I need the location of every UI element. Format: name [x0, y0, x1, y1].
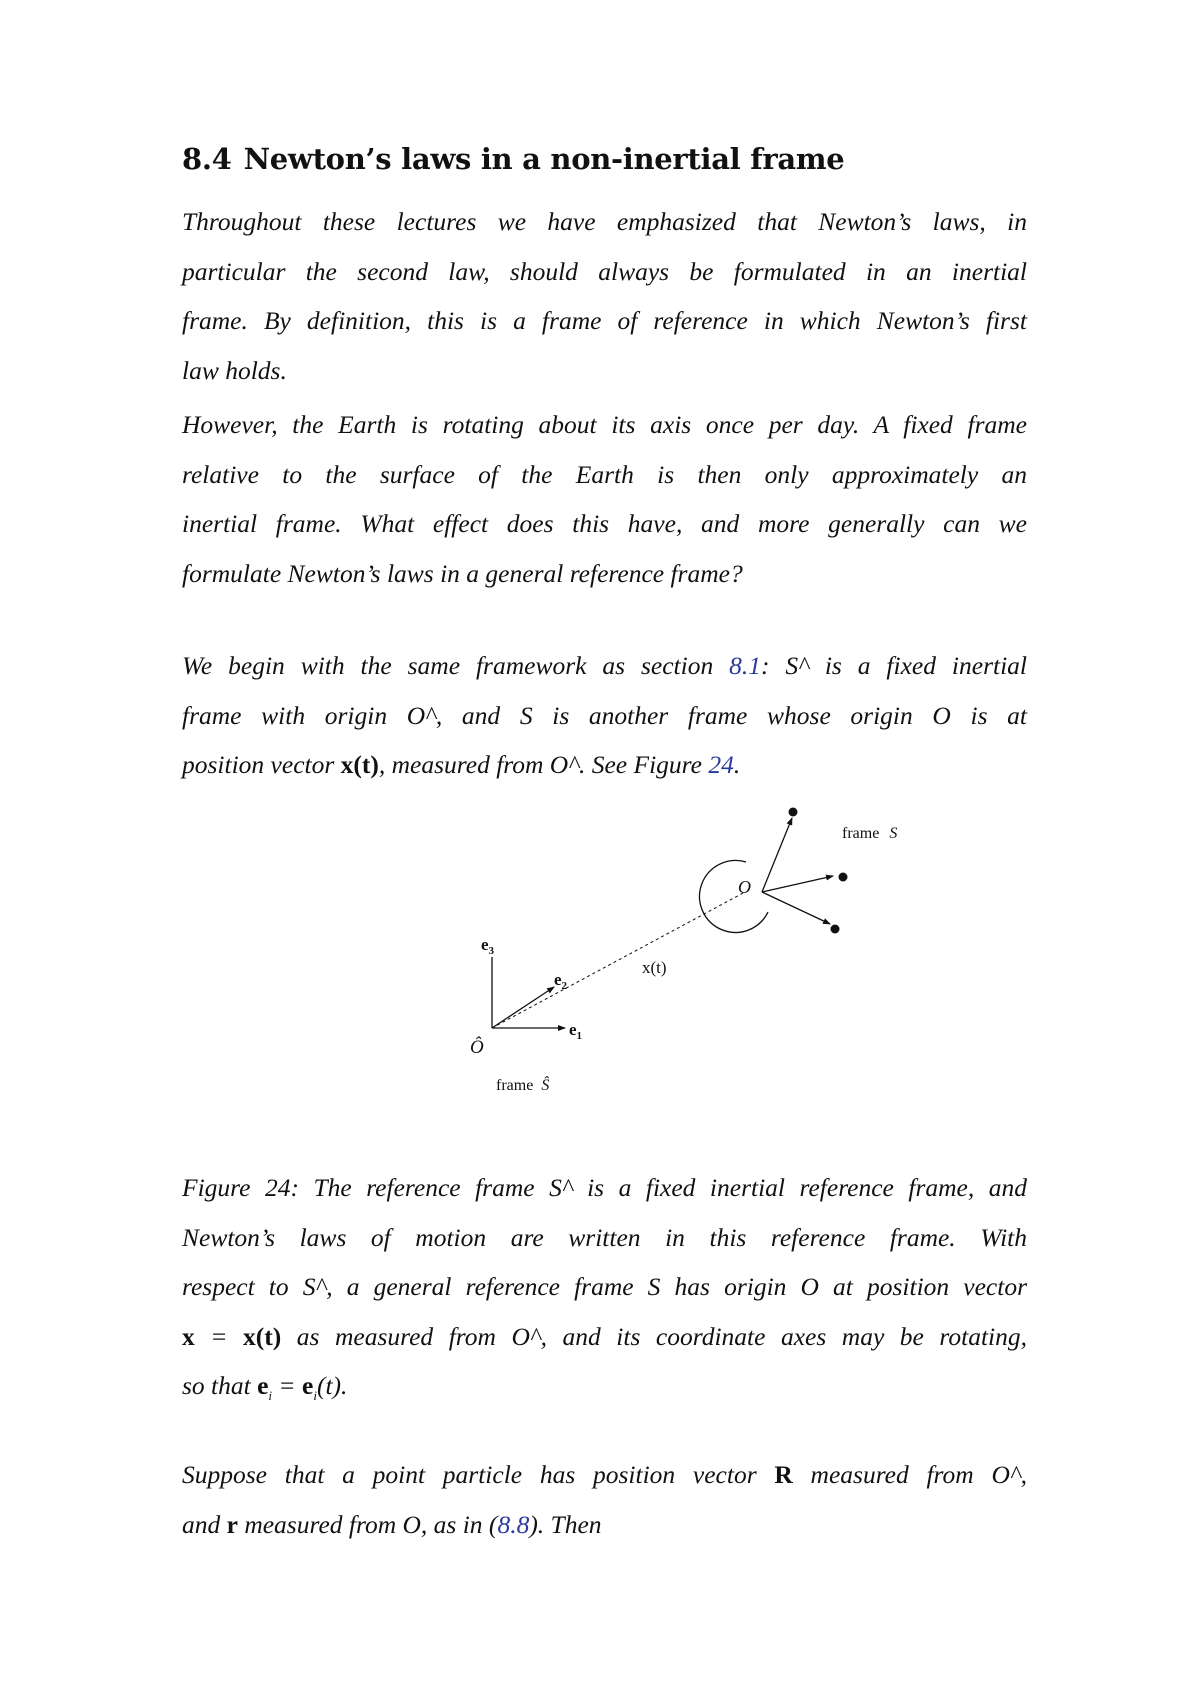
text-run: (t). — [316, 1371, 348, 1400]
text-line: Newton’s laws of motion are written in this reference frame. With — [182, 1222, 1027, 1252]
e1-hat-label: $e_1$ — [569, 1020, 583, 1042]
text-line: Throughout these lectures we have emphasized that Newton’s laws, in — [182, 207, 1027, 236]
frame-label: frame S — [842, 825, 898, 842]
text-run: as measured from O^, and its coordinate axes may be rotating, — [281, 1321, 1027, 1351]
subscript: i — [313, 1388, 317, 1404]
text-line: respect to S^, a general reference frame S has origin O at position vector — [182, 1272, 1027, 1301]
text-run: so that — [182, 1371, 258, 1400]
e2-hat-axis — [492, 987, 554, 1028]
bold-vector: x — [182, 1321, 195, 1351]
position-vector-dashed — [492, 892, 745, 1028]
text-run: measured from O, as in ( — [237, 1509, 498, 1539]
text-line: However, the Earth is rotating about its axis once per day. A fixed frame — [182, 410, 1027, 439]
text-line: formulate Newton’s laws in a general reference frame? — [182, 558, 743, 588]
bold-vector: r — [226, 1509, 238, 1539]
paragraph-particle — [182, 1450, 1027, 1549]
text-run: Suppose that a point particle has position vector — [182, 1460, 775, 1489]
bold-vector: e — [302, 1371, 314, 1400]
section-ref-link[interactable]: 8.1 — [729, 651, 761, 680]
position-vector-label: x(t) — [642, 958, 667, 977]
text-run: . — [733, 750, 741, 779]
text-run: and — [182, 1509, 227, 1539]
e3-tip-dot — [789, 808, 798, 817]
text-run: ). Then — [529, 1509, 602, 1539]
e3-hat-label: $e_3$ — [481, 935, 495, 957]
bold-vector: x(t) — [340, 750, 379, 779]
text-run: measured from O^, — [792, 1460, 1027, 1489]
text-line — [182, 1312, 1027, 1362]
text-line: Figure 24: The reference frame S^ is a fixed inertial reference frame, and — [182, 1173, 1027, 1202]
e2-axis — [762, 876, 833, 892]
text-line: particular the second law, should always be formulated in an inertial — [182, 256, 1027, 286]
origin-label: O — [738, 877, 751, 897]
bold-vector: R — [774, 1460, 793, 1489]
section-title: Newton’s laws in a non-inertial frame — [243, 142, 845, 176]
e2-tip-dot — [839, 873, 848, 882]
text-run: = — [194, 1321, 244, 1351]
frame-hat-label: frame Ŝ — [496, 1077, 550, 1094]
figure-caption — [182, 1163, 1027, 1421]
text-line: relative to the surface of the Earth is then only approximately an — [182, 459, 1027, 489]
text-line — [182, 1450, 1027, 1500]
origin-hat-label: Ô — [470, 1037, 484, 1058]
subscript: i — [268, 1388, 273, 1404]
e2-hat-label: $e_2$ — [554, 970, 568, 992]
text-run: = — [272, 1371, 303, 1400]
text-line — [182, 1500, 1027, 1550]
text-line — [182, 1361, 1027, 1421]
section-number: 8.4 — [182, 142, 232, 176]
text-line: frame with origin O^, and S is another frame whose origin O is at — [182, 700, 1027, 730]
e1-tip-dot — [831, 925, 840, 934]
e3-axis — [762, 818, 792, 892]
text-run: We begin with the same framework as section — [182, 651, 730, 680]
e1-axis — [762, 892, 830, 924]
text-run: position vector — [182, 750, 341, 779]
text-run: : S^ is a fixed inertial — [761, 651, 1027, 680]
equation-ref-link[interactable]: 8.8 — [497, 1509, 530, 1539]
figure-ref-link[interactable]: 24 — [708, 750, 734, 779]
text-line: inertial frame. What effect does this have, and more generally can we — [182, 509, 1027, 538]
text-run: , measured from O^. See Figure — [378, 750, 709, 779]
rotation-arc — [700, 860, 768, 932]
text-line: law holds. — [182, 355, 287, 385]
text-line: frame. By definition, this is a frame of reference in which Newton’s first — [182, 306, 1027, 335]
bold-vector: e — [257, 1371, 269, 1400]
bold-vector: x(t) — [243, 1321, 282, 1351]
